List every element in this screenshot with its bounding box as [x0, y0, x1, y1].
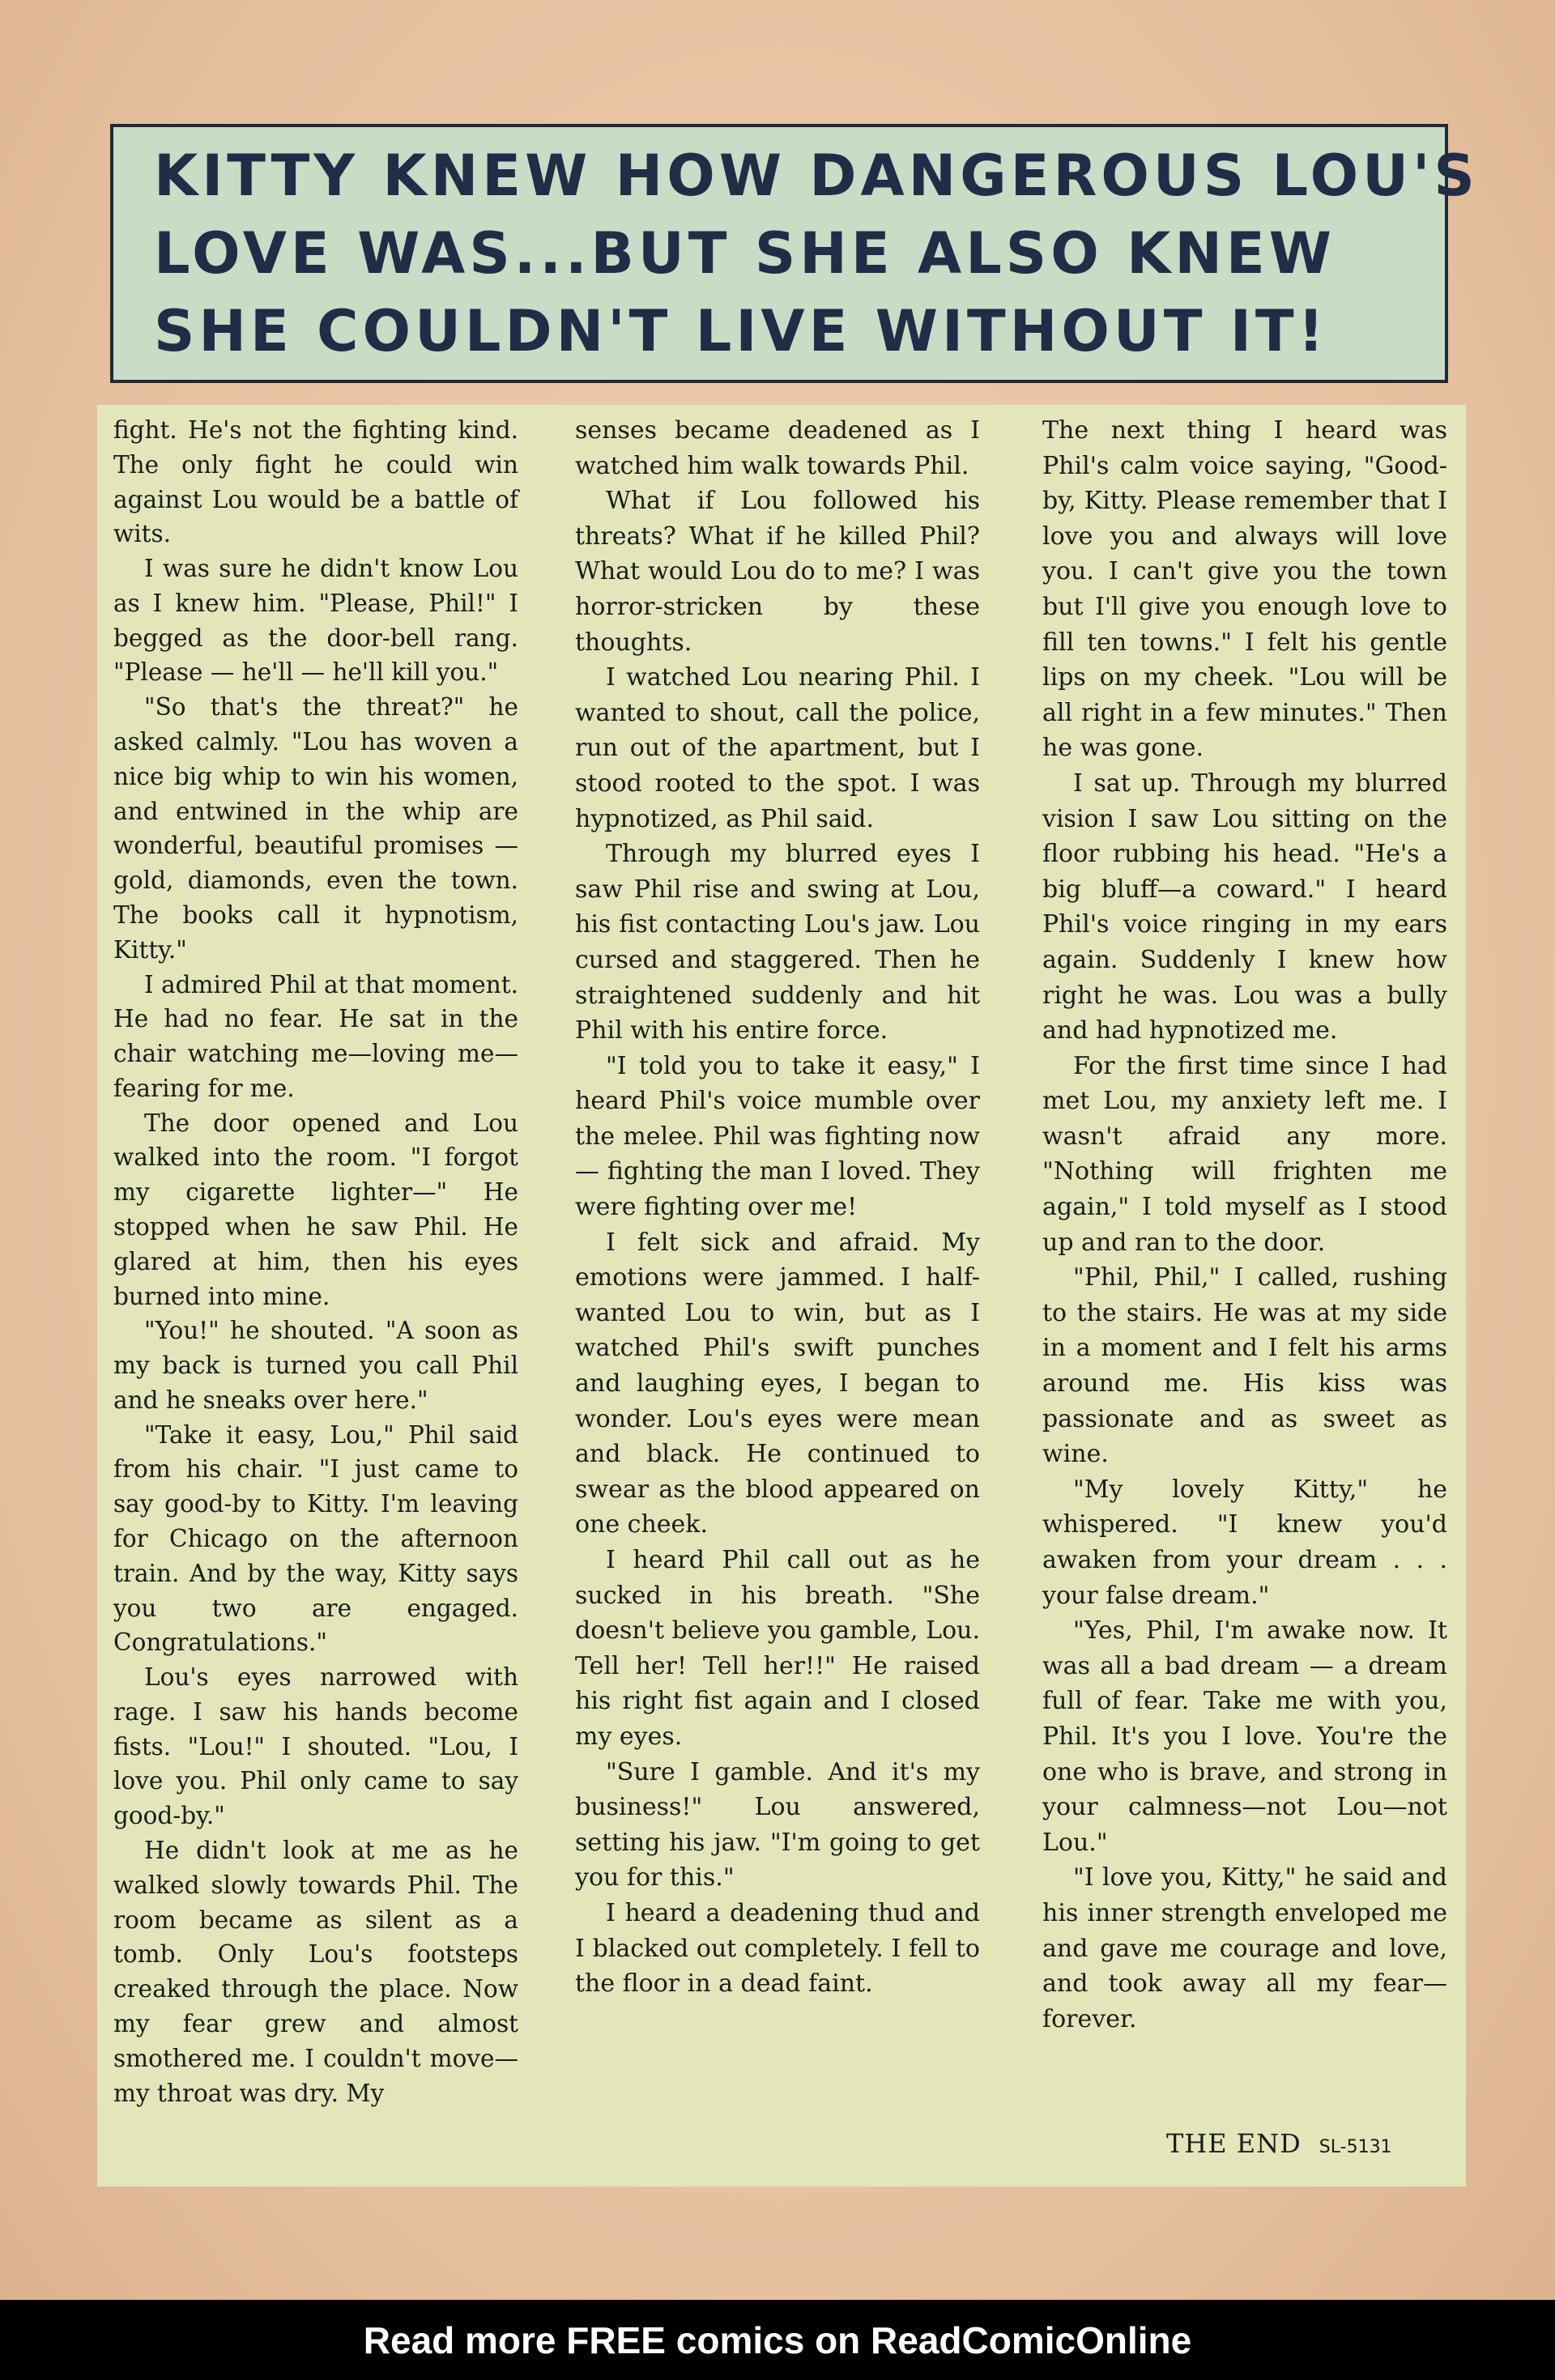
- paragraph: "Phil, Phil," I called, rushing to the stairs. He was at my side in a moment and I felt his arms around me. His kiss was passionate and as sweet as wine.: [1042, 1263, 1447, 1469]
- paragraph: "You!" he shouted. "A soon as my back is turned you call Phil and he sneaks over here.": [113, 1317, 518, 1414]
- headline-line: LOVE WAS...BUT SHE ALSO KNEW: [154, 220, 1336, 287]
- headline-line: SHE COULDN'T LIVE WITHOUT IT!: [154, 298, 1328, 364]
- paragraph: I watched Lou nearing Phil. I wanted to shout, call the police, run out of the apartment, but I stood rooted to the spot. I was hypnotized, as Phil said.: [575, 663, 980, 833]
- text-column-2: [575, 413, 980, 2002]
- issue-code: SL-5131: [1319, 2137, 1392, 2157]
- paragraph: Lou's eyes narrowed with rage. I saw his hands become fists. "Lou!" I shouted. "Lou, I love you. Phil only came to say good-by.": [113, 1663, 518, 1830]
- story-footer: [1166, 2128, 1474, 2159]
- paragraph: "My lovely Kitty," he whispered. "I knew you'd awaken from your dream . . . your false dream.": [1042, 1475, 1447, 1610]
- paragraph: "Take it easy, Lou," Phil said from his chair. "I just came to say good-by to Kitty. I'm leaving for Chicago on the afternoon train. And by the way, Kitty says you two are engaged. Congratulations.": [113, 1420, 518, 1657]
- paragraph: I admired Phil at that moment. He had no fear. He sat in the chair watching me—loving me—fearing for me.: [113, 970, 518, 1102]
- paragraph: "I told you to take it easy," I heard Phil's voice mumble over the melee. Phil was fighting now — fighting the man I loved. They were fighting over me!: [575, 1051, 980, 1222]
- the-end-label: THE END: [1166, 2128, 1302, 2159]
- paragraph: The next thing I heard was Phil's calm voice saying, "Good-by, Kitty. Please remember that I love you and always will love you. I can't give you the town but I'll give you enough love to fill ten towns." I felt his gentle lips on my cheek. "Lou will be all right in a few minutes." Then he was gone.: [1042, 416, 1447, 763]
- paragraph: "Yes, Phil, I'm awake now. It was all a bad dream — a dream full of fear. Take me with you, Phil. It's you I love. You're the one who is brave, and strong in your calmness—not Lou—not Lou.": [1042, 1616, 1447, 1857]
- headline-box: [110, 124, 1479, 383]
- text-column-3: [1042, 413, 1447, 2037]
- text-column-1: [113, 413, 518, 2110]
- promo-banner-text[interactable]: Read more FREE comics on ReadComicOnline: [363, 2318, 1192, 2361]
- paragraph: "I love you, Kitty," he said and his inner strength enveloped me and gave me courage and love, and took away all my fear—forever.: [1042, 1863, 1447, 2033]
- promo-banner[interactable]: [0, 2300, 1555, 2380]
- paragraph: He didn't look at me as he walked slowly towards Phil. The room became as silent as a tomb. Only Lou's footsteps creaked through the place. Now my fear grew and almost smothered me. I couldn't move—my throat was dry. My: [113, 1837, 518, 2107]
- paragraph: I felt sick and afraid. My emotions were jammed. I half-wanted Lou to win, but as I watched Phil's swift punches and laughing eyes, I began to wonder. Lou's eyes were mean and black. He continued to swear as the blood appeared on one cheek.: [575, 1228, 980, 1539]
- paragraph: For the first time since I had met Lou, my anxiety left me. I wasn't afraid any more. "Nothing will frighten me again," I told myself as I stood up and ran to the door.: [1042, 1051, 1447, 1257]
- paragraph: I sat up. Through my blurred vision I saw Lou sitting on the floor rubbing his head. "He's a big bluff—a coward." I heard Phil's voice ringing in my ears again. Suddenly I knew how right he was. Lou was a bully and had hypnotized me.: [1042, 768, 1447, 1045]
- paragraph: I was sure he didn't know Lou as I knew him. "Please, Phil!" I begged as the door-bell rang. "Please — he'll — he'll kill you.": [113, 555, 518, 687]
- paragraph: Through my blurred eyes I saw Phil rise and swing at Lou, his fist contacting Lou's jaw. Lou cursed and staggered. Then he straightened suddenly and hit Phil with his entire force.: [575, 840, 980, 1045]
- paragraph: fight. He's not the fighting kind. The only fight he could win against Lou would be a battle of wits.: [113, 416, 518, 548]
- paragraph: What if Lou followed his threats? What if he killed Phil? What would Lou do to me? I was horror-stricken by these thoughts.: [575, 487, 980, 657]
- paragraph: The door opened and Lou walked into the room. "I forgot my cigarette lighter—" He stopped when he saw Phil. He glared at him, then his eyes burned into mine.: [113, 1109, 518, 1310]
- paragraph: "Sure I gamble. And it's my business!" Lou answered, setting his jaw. "I'm going to get you for this.": [575, 1757, 980, 1893]
- paragraph: senses became deadened as I watched him walk towards Phil.: [575, 416, 980, 480]
- headline-line: KITTY KNEW HOW DANGEROUS LOU'S: [154, 143, 1479, 209]
- paragraph: "So that's the threat?" he asked calmly. "Lou has woven a nice big whip to win his women, and entwined in the whip are wonderful, beautiful promises — gold, diamonds, even the town. The books call it hypnotism, Kitty.": [113, 693, 518, 964]
- paragraph: I heard a deadening thud and I blacked out completely. I fell to the floor in a dead faint.: [575, 1898, 980, 1999]
- paragraph: I heard Phil call out as he sucked in his breath. "She doesn't believe you gamble, Lou. Tell her! Tell her!!" He raised his right fist again and I closed my eyes.: [575, 1546, 980, 1751]
